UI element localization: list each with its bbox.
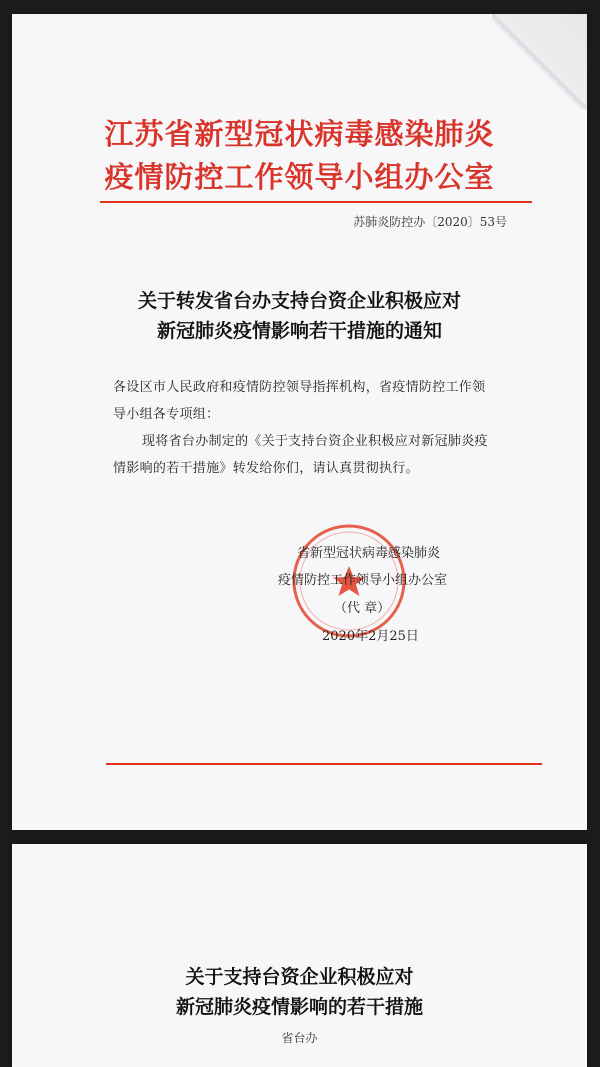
- letterhead-line-2: 疫情防控工作领导小组办公室: [104, 160, 495, 194]
- document-date: 2020年2月25日: [322, 629, 419, 644]
- document-page-2: [12, 844, 587, 1067]
- issuing-office: 省台办: [281, 1031, 318, 1045]
- signature-line-2: 疫情防控工作领导小组办公室: [278, 573, 448, 588]
- letterhead-red-rule: [100, 201, 532, 203]
- measures-title-line-1: 关于支持台资企业积极应对: [185, 966, 414, 988]
- measures-title-line-2: 新冠肺炎疫情影响的若干措施: [175, 996, 423, 1018]
- notice-title-line-2: 新冠肺炎疫情影响若干措施的通知: [156, 320, 442, 342]
- page-corner-fold: [492, 14, 587, 109]
- document-number: 苏肺炎防控办〔2020〕53号: [353, 215, 507, 229]
- notice-title-line-1: 关于转发省台办支持台资企业积极应对: [137, 290, 461, 312]
- document-page-1: [12, 14, 587, 830]
- signature-line-1: 省新型冠状病毒感染肺炎: [297, 546, 441, 561]
- signature-note: （代 章）: [334, 601, 391, 616]
- footer-red-rule: [106, 763, 542, 765]
- body-text-line-1: 各设区市人民政府和疫情防控领导指挥机构，省疫情防控工作领: [113, 380, 486, 395]
- body-text-line-2: 导小组各专项组：: [113, 407, 220, 422]
- body-text-line-3: 现将省台办制定的《关于支持台资企业积极应对新冠肺炎疫: [142, 434, 488, 449]
- letterhead-line-1: 江苏省新型冠状病毒感染肺炎: [104, 117, 495, 151]
- body-text-line-4: 情影响的若干措施》转发给你们，请认真贯彻执行。: [113, 461, 419, 476]
